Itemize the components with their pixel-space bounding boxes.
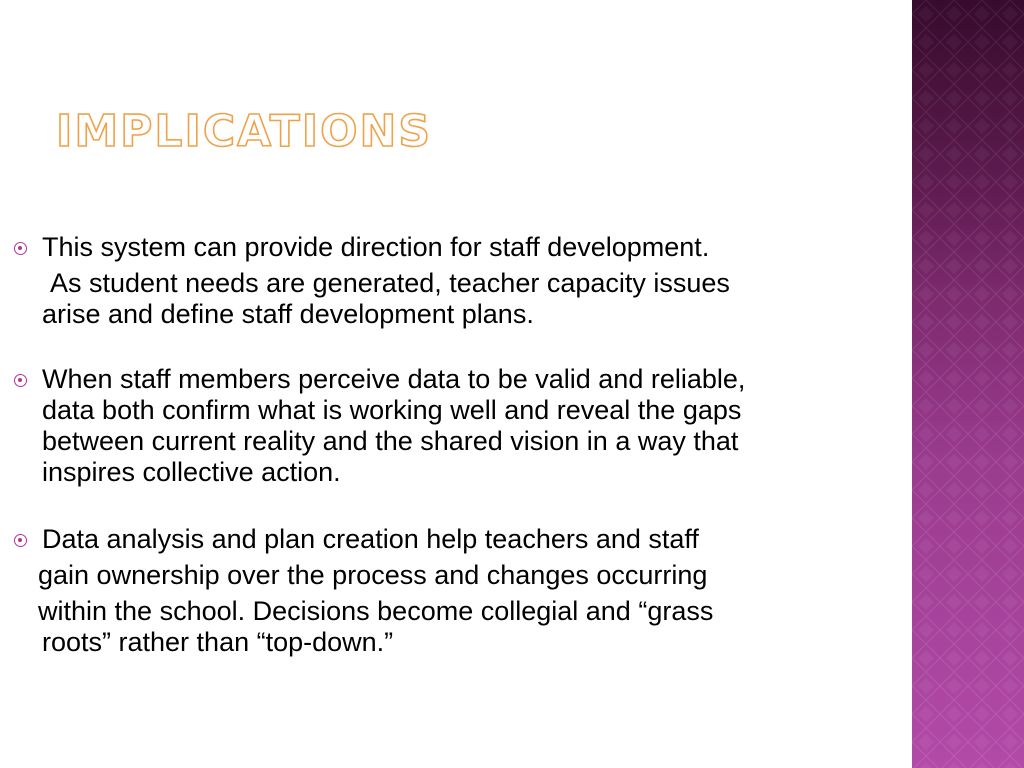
bullet-line: gain ownership over the process and changes occurring — [38, 560, 708, 590]
bullet-line: roots” rather than “top-down.” — [42, 627, 394, 657]
slide-title: IMPLICATIONS — [56, 106, 433, 157]
bullet-item — [14, 232, 919, 330]
bullet-line: inspires collective action. — [42, 457, 341, 487]
bullet-list — [14, 232, 919, 658]
bullet-item — [14, 524, 919, 658]
bullet-line: Data analysis and plan creation help teachers and staff — [42, 524, 699, 554]
bullet-icon — [14, 534, 27, 547]
bullet-icon — [14, 242, 27, 255]
bullet-line: This system can provide direction for staff development. — [42, 232, 710, 262]
diamond-pattern — [912, 0, 1024, 768]
bullet-line: between current reality and the shared vision in a way that — [42, 426, 739, 456]
decorative-side-band — [912, 0, 1024, 768]
bullet-item — [14, 364, 919, 488]
bullet-line: data both confirm what is working well and reveal the gaps — [42, 395, 742, 425]
bullet-line: within the school. Decisions become collegial and “grass — [38, 596, 714, 626]
bullet-icon — [14, 374, 27, 387]
bullet-line: arise and define staff development plans. — [42, 299, 534, 329]
bullet-line: As student needs are generated, teacher capacity issues — [50, 268, 730, 298]
bullet-line: When staff members perceive data to be valid and reliable, — [42, 364, 746, 394]
